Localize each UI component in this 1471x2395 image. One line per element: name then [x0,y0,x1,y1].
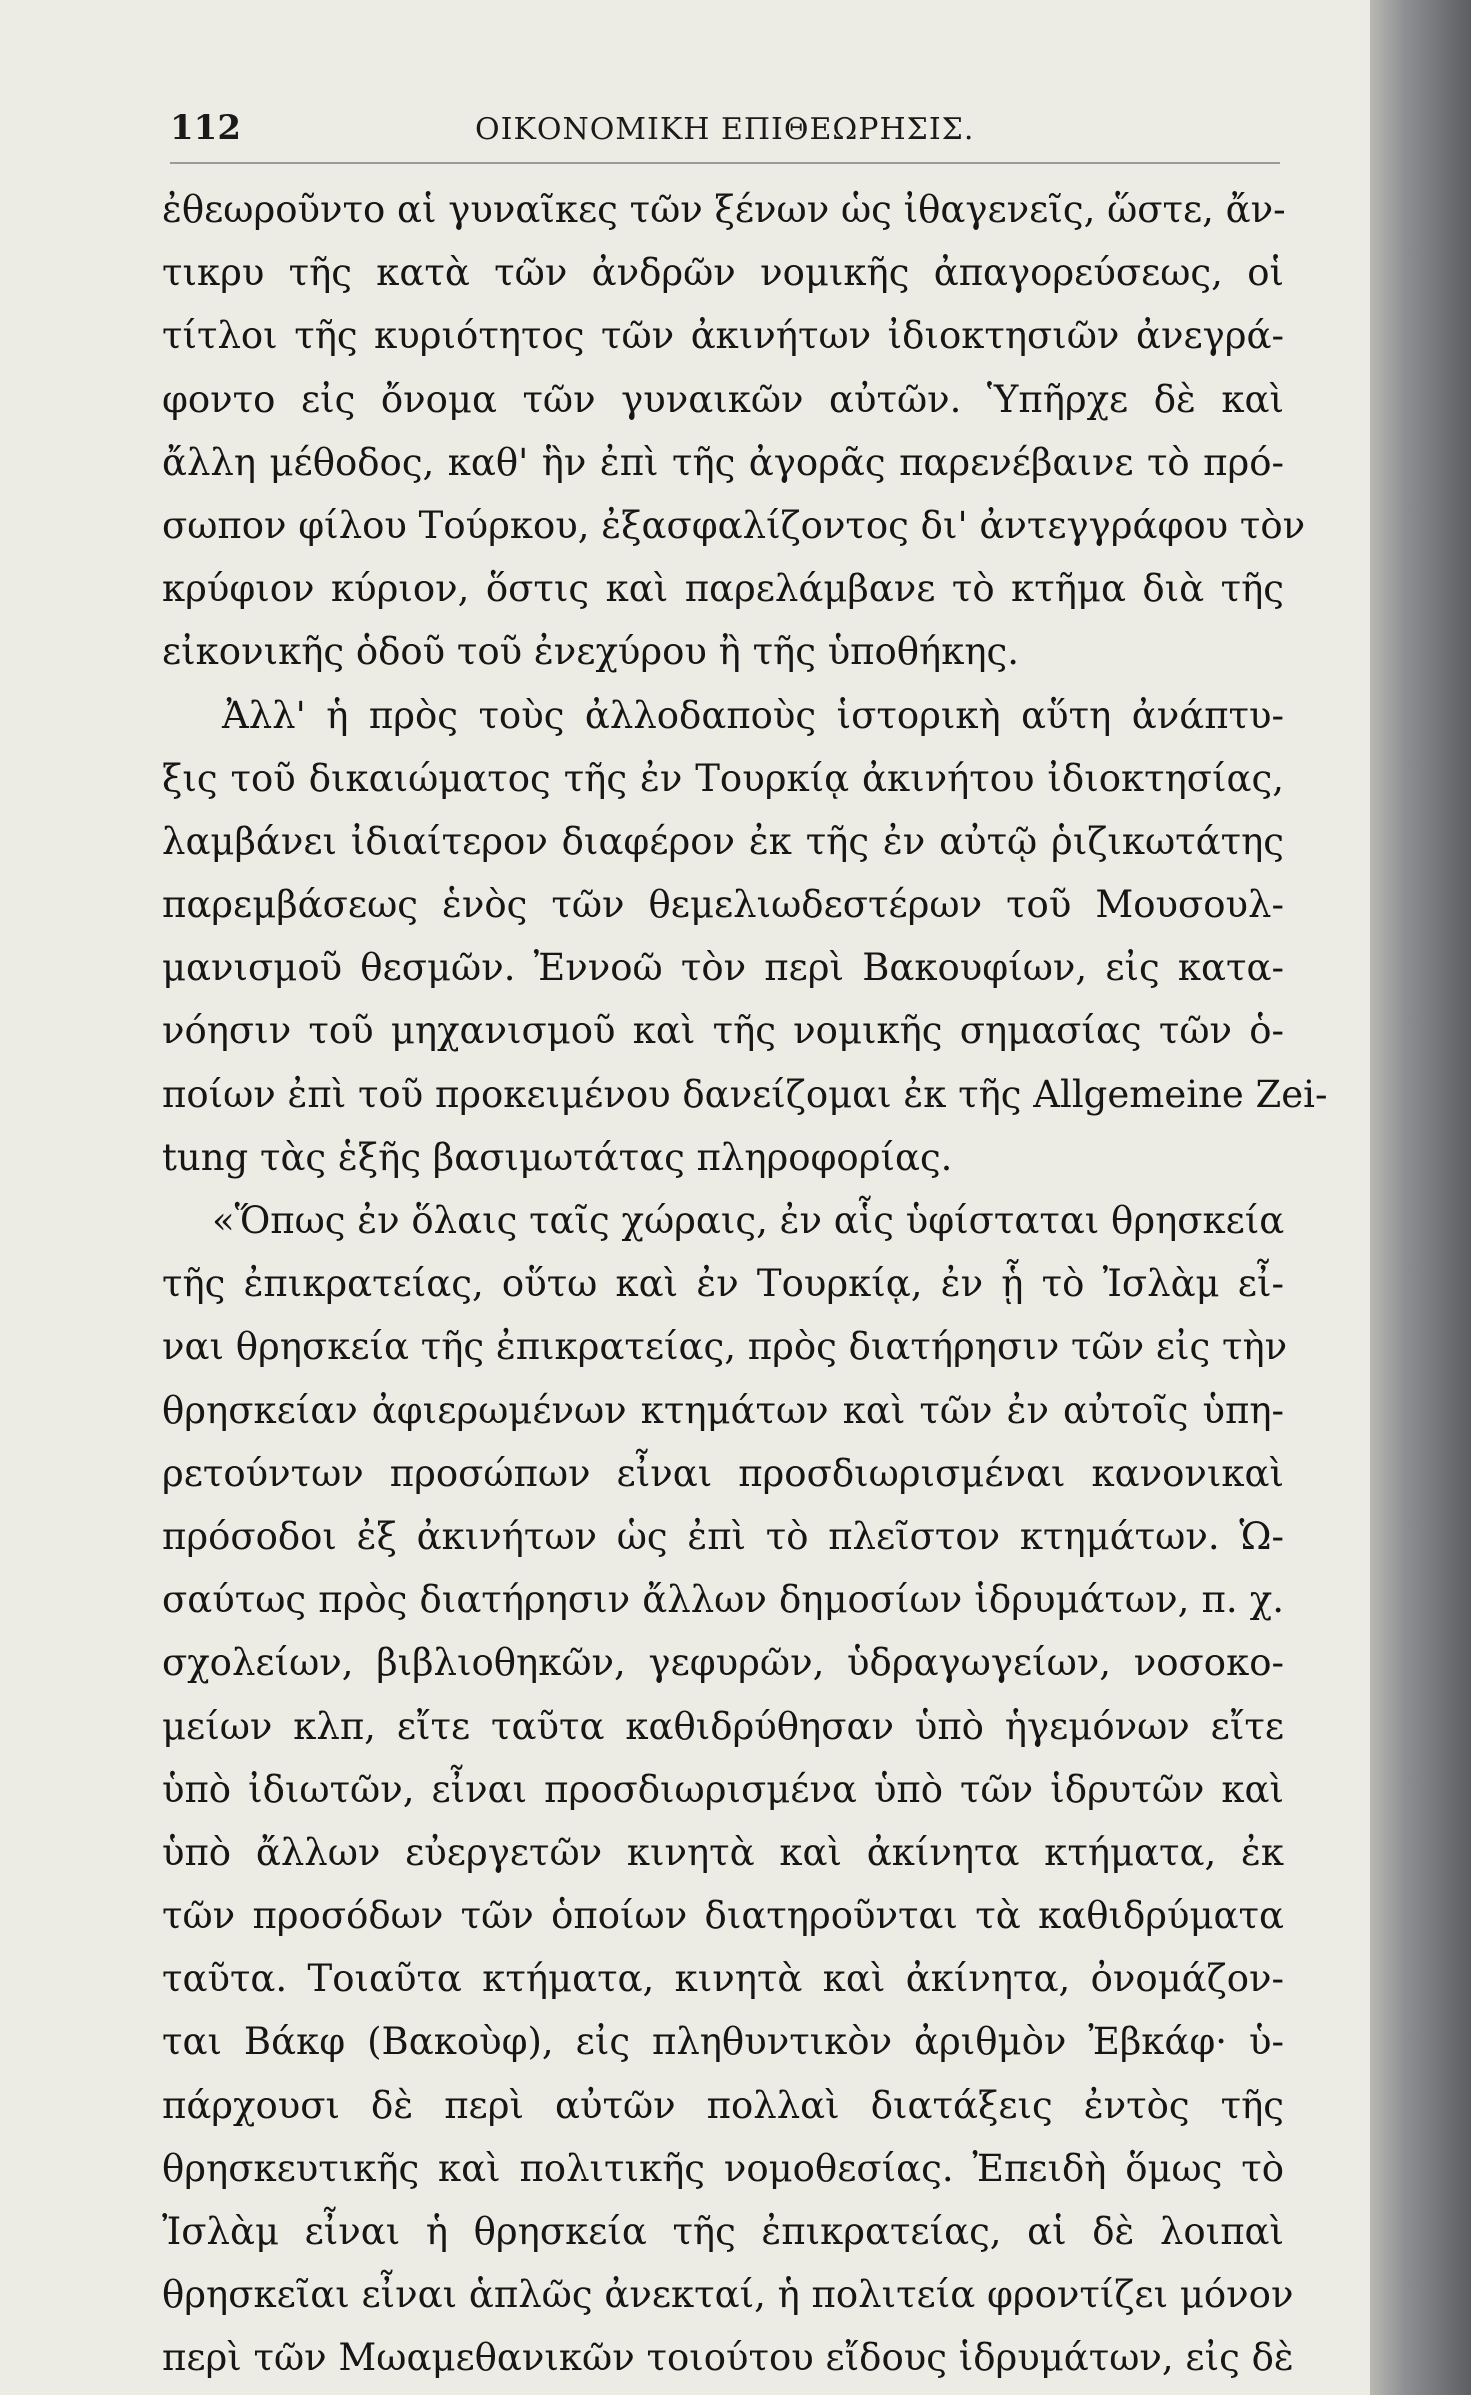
text-line: Ἀλλ' ἡ πρὸς τοὺς ἀλλοδαποὺς ἱστορικὴ αὕτη ἀνάπτυ- [222,693,1284,737]
text-line: ὑπὸ ἄλλων εὐεργετῶν κινητὰ καὶ ἀκίνητα κτήματα, ἐκ [162,1830,1284,1874]
page-number: 112 [170,108,241,148]
text-line: κρύφιον κύριον, ὅστις καὶ παρελάμβανε τὸ κτῆμα διὰ τῆς [162,567,1284,611]
body-text [162,178,1328,2390]
text-line: ἐθεωροῦντο αἱ γυναῖκες τῶν ξένων ὡς ἰθαγενεῖς, ὥστε, ἄν- [162,188,1286,231]
text-line: πρόσοδοι ἐξ ἀκινήτων ὡς ἐπὶ τὸ πλεῖστον κτημάτων. Ὡ- [162,1514,1284,1558]
text-line: τῆς ἐπικρατείας, οὕτω καὶ ἐν Τουρκίᾳ, ἐν ᾗ τὸ Ἰσλὰμ εἶ- [162,1262,1284,1306]
text-line: ναι θρησκεία τῆς ἐπικρατείας, πρὸς διατήρησιν τῶν εἰς τὴν [162,1325,1288,1369]
text-line: παρεμβάσεως ἑνὸς τῶν θεμελιωδεστέρων τοῦ Μουσουλ- [162,883,1284,927]
text-line: μείων κλπ, εἴτε ταῦτα καθιδρύθησαν ὑπὸ ἡγεμόνων εἴτε [162,1704,1284,1748]
text-line: τῶν προσόδων τῶν ὁποίων διατηροῦνται τὰ καθιδρύματα [162,1894,1284,1938]
text-line: θρησκεῖαι εἶναι ἁπλῶς ἀνεκταί, ἡ πολιτεία φροντίζει μόνον [162,2273,1294,2317]
text-line: σχολείων, βιβλιοθηκῶν, γεφυρῶν, ὑδραγωγείων, νοσοκο- [162,1641,1284,1685]
text-line: ἄλλη μέθοδος, καθ' ἣν ἐπὶ τῆς ἀγορᾶς παρενέβαινε τὸ πρό- [162,440,1284,484]
text-line: ταῦτα. Τοιαῦτα κτήματα, κινητὰ καὶ ἀκίνητα, ὀνομάζον- [162,1957,1284,2001]
text-line: σωπον φίλου Τούρκου, ἐξασφαλίζοντος δι' ἀντεγγράφου τὸν [162,503,1306,547]
text-line: περὶ τῶν Μωαμεθανικῶν τοιούτου εἴδους ἱδρυμάτων, εἰς δὲ [162,2336,1294,2380]
book-spine-shadow [1370,0,1471,2395]
text-line: λαμβάνει ἰδιαίτερον διαφέρον ἐκ τῆς ἐν αὐτῷ ῥιζικωτάτης [162,819,1284,863]
text-line: τικρυ τῆς κατὰ τῶν ἀνδρῶν νομικῆς ἀπαγορεύσεως, οἱ [162,251,1284,295]
text-line: μανισμοῦ θεσμῶν. Ἐννοῶ τὸν περὶ Βακουφίων, εἰς κατα- [162,946,1284,990]
text-line: σαύτως πρὸς διατήρησιν ἄλλων δημοσίων ἱδρυμάτων, π. χ. [162,1578,1284,1622]
text-line: εἰκονικῆς ὁδοῦ τοῦ ἐνεχύρου ἢ τῆς ὑποθήκης. [162,630,1019,674]
text-line: θρησκείαν ἀφιερωμένων κτημάτων καὶ τῶν ἐν αὐτοῖς ὑπη- [162,1388,1284,1432]
text-line: ται Βάκφ (Βακοὺφ), εἰς πληθυντικὸν ἀριθμὸν Ἐβκάφ· ὑ- [162,2020,1284,2064]
text-line: ὑπὸ ἰδιωτῶν, εἶναι προσδιωρισμένα ὑπὸ τῶν ἱδρυτῶν καὶ [162,1767,1284,1811]
text-line: Ἰσλὰμ εἶναι ἡ θρησκεία τῆς ἐπικρατείας, αἱ δὲ λοιπαὶ [162,2210,1284,2253]
text-line: φοντο εἰς ὄνομα τῶν γυναικῶν αὐτῶν. Ὑπῆρχε δὲ καὶ [162,377,1284,421]
text-line: νόησιν τοῦ μηχανισμοῦ καὶ τῆς νομικῆς σημασίας τῶν ὁ- [162,1009,1284,1053]
text-line: ξις τοῦ δικαιώματος τῆς ἐν Τουρκίᾳ ἀκινήτου ἰδιοκτησίας, [162,756,1284,800]
text-line: θρησκευτικῆς καὶ πολιτικῆς νομοθεσίας. Ἐπειδὴ ὅμως τὸ [162,2146,1284,2190]
text-line: πάρχουσι δὲ περὶ αὐτῶν πολλαὶ διατάξεις ἐντὸς τῆς [162,2083,1284,2127]
text-line: «Ὅπως ἐν ὅλαις ταῖς χώραις, ἐν αἷς ὑφίσταται θρησκεία [212,1199,1285,1242]
running-title: ΟΙΚΟΝΟΜΙΚΗ ΕΠΙΘΕΩΡΗΣΙΣ. [475,112,975,147]
text-line: τίτλοι τῆς κυριότητος τῶν ἀκινήτων ἰδιοκτησιῶν ἀνεγρά- [162,314,1284,358]
header-rule [170,162,1280,164]
text-line: ποίων ἐπὶ τοῦ προκειμένου δανείζομαι ἐκ τῆς Allgemeine Zei- [162,1072,1328,1116]
text-line: tung τὰς ἑξῆς βασιμωτάτας πληροφορίας. [162,1135,953,1179]
text-line: ρετούντων προσώπων εἶναι προσδιωρισμέναι κανονικαὶ [162,1451,1284,1495]
